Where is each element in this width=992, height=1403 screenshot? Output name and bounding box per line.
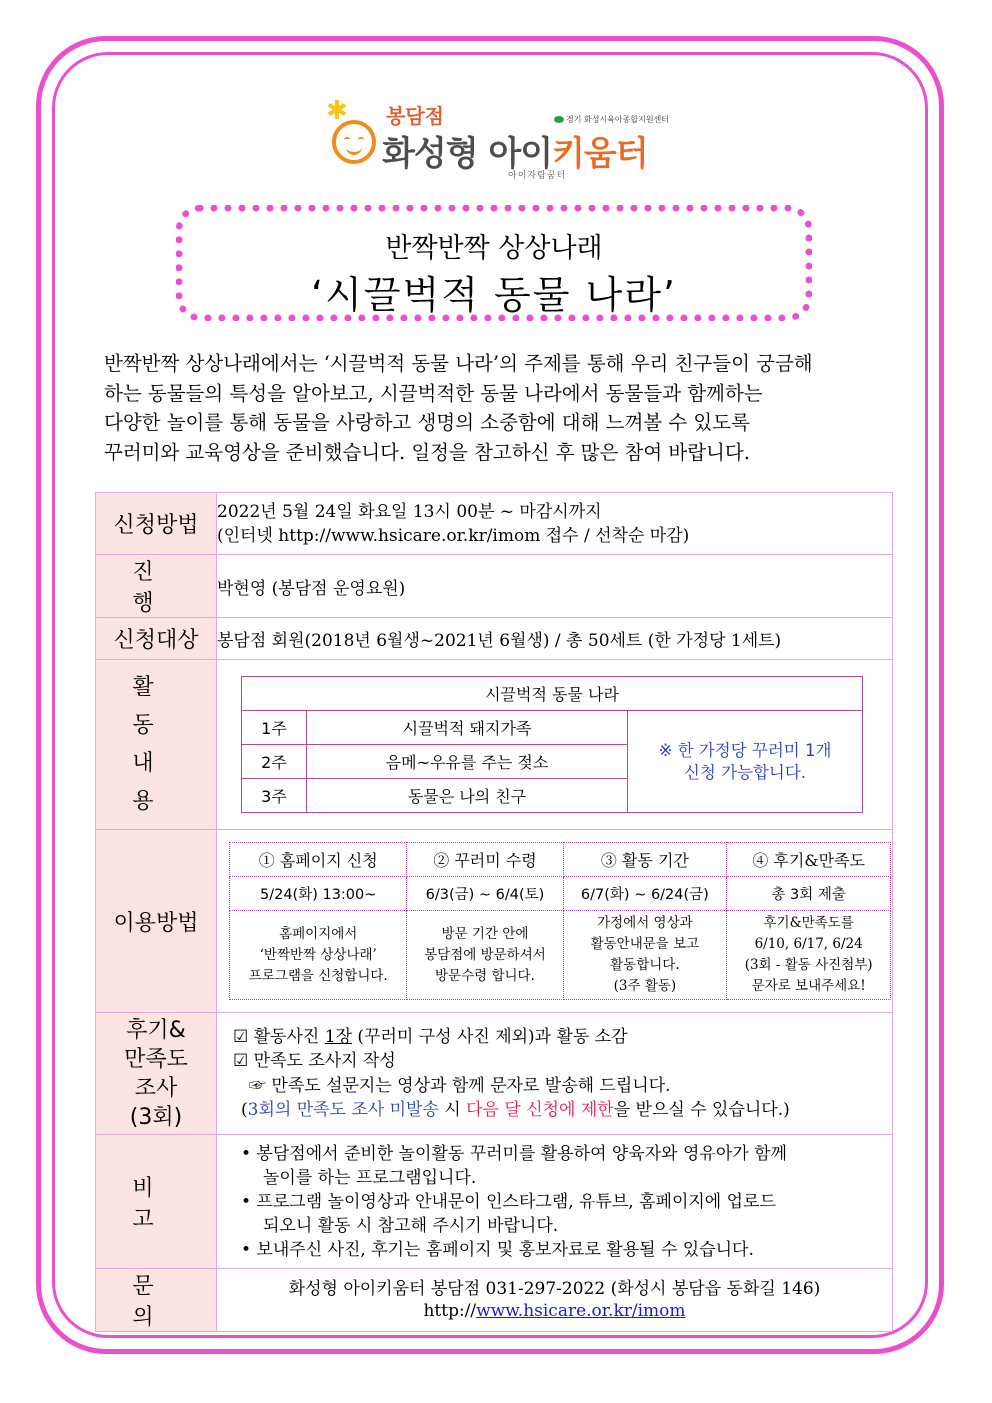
week-cell: 1주 <box>242 711 307 745</box>
smiley-face-icon <box>332 120 376 164</box>
table-row <box>242 711 863 745</box>
intro-paragraph: 반짝반짝 상상나래에서는 ‘시끌벅적 동물 나라’의 주제를 통해 우리 친구들이 궁금해 하는 동물들의 특성을 알아보고, 시끌벅적한 동물 나라에서 동물들과 함께하는 다양한 놀이를 통해 동물을 사랑하고 생명의 소중함에 대해 느껴볼 수 있도록 꾸러미와 교육영상을 준비했습니다. 일정을 참고하신 후 많은 참여 바랍니다. <box>104 352 813 464</box>
remark-item: • 프로그램 놀이영상과 안내문이 인스타그램, 유튜브, 홈페이지에 업로드 되오니 활동 시 참고해 주시기 바랍니다. <box>241 1191 776 1236</box>
row-progress <box>96 555 893 618</box>
review-item-survey: ☑ 만족도 조사지 작성 <box>233 1051 396 1071</box>
apply-method: (인터넷 http://www.hsicare.or.kr/imom 접수 / 선착순 마감) <box>217 525 690 546</box>
activity-table-title: 시끌벅적 동물 나라 <box>242 677 863 711</box>
contact-label: 문 의 <box>96 1269 217 1332</box>
row-review <box>96 1013 893 1135</box>
title-box <box>176 205 812 321</box>
homepage-link[interactable]: www.hsicare.or.kr/imom <box>476 1301 686 1321</box>
week-cell: 3주 <box>242 779 307 813</box>
activity-label-1: 활 동 <box>132 674 180 738</box>
week-cell: 2주 <box>242 745 307 779</box>
target-label: 신청대상 <box>96 618 217 660</box>
step-date: 6/3(금) ~ 6/4(토) <box>407 877 563 911</box>
method-table <box>229 842 891 1000</box>
logo <box>326 98 676 188</box>
logo-title: 화성형 아이키움터 <box>382 134 648 174</box>
pointing-hand-icon: ☞ <box>249 1075 266 1096</box>
topic-cell: 시끌벅적 돼지가족 <box>307 711 628 745</box>
row-activity <box>96 660 893 830</box>
row-method <box>96 830 893 1013</box>
center-logo-icon <box>554 116 564 123</box>
step-head: ④ 후기&만족도 <box>727 843 891 877</box>
info-table <box>95 492 893 1332</box>
logo-subtitle: 아이자람꿈터 <box>508 171 567 181</box>
review-note: ☞ 만족도 설문지는 영상과 함께 문자로 발송해 드립니다. <box>249 1075 671 1096</box>
target-value: 봉담점 회원(2018년 6월생~2021년 6월생) / 총 50세트 (한 가정당 1세트) <box>217 618 893 660</box>
step-head: ③ 활동 기간 <box>563 843 727 877</box>
review-item-photo: ☑ 활동사진 1장 (꾸러미 구성 사진 제외)과 활동 소감 <box>233 1026 628 1047</box>
row-target <box>96 618 893 660</box>
row-contact <box>96 1269 893 1332</box>
step-desc: 홈페이지에서 ‘반짝반짝 상상나래’ 프로그램을 신청합니다. <box>230 911 407 1000</box>
topic-cell: 동물은 나의 친구 <box>307 779 628 813</box>
activity-label-2: 내 용 <box>132 750 180 814</box>
remark-item: • 보내주신 사진, 후기는 홈페이지 및 홍보자료로 활용될 수 있습니다. <box>241 1239 754 1260</box>
progress-value: 박현영 (봉담점 운영요원) <box>217 555 893 618</box>
topic-cell: 음메~우유를 주는 젖소 <box>307 745 628 779</box>
review-label: 후기& 만족도 조사 (3회) <box>96 1013 217 1135</box>
star-icon: ✱ <box>326 96 348 126</box>
program-subtitle: 반짝반짝 상상나래 <box>385 233 603 264</box>
row-apply <box>96 493 893 555</box>
activity-table <box>241 676 863 813</box>
step-date: 5/24(화) 13:00~ <box>230 877 407 911</box>
checkbox-icon: ☑ <box>233 1026 249 1047</box>
apply-label: 신청방법 <box>96 493 217 555</box>
step-desc: 후기&만족도를 6/10, 6/17, 6/24 (3회 - 활동 사진첨부) 문자로 보내주세요! <box>727 911 891 1000</box>
activity-note: ※ 한 가정당 꾸러미 1개 신청 가능합니다. <box>628 711 863 813</box>
remarks-label: 비 고 <box>96 1135 217 1269</box>
program-title: ‘시끌벅적 동물 나라’ <box>311 273 677 317</box>
remark-item: • 봉담점에서 준비한 놀이활동 꾸러미를 활용하여 양육자와 영유아가 함께 놀이를 하는 프로그램입니다. <box>241 1143 787 1188</box>
contact-url: http://www.hsicare.or.kr/imom <box>423 1301 686 1321</box>
logo-center-name: 경기 화성시육아종합지원센터 <box>554 114 669 125</box>
step-head: ① 홈페이지 신청 <box>230 843 407 877</box>
step-date: 총 3회 제출 <box>727 877 891 911</box>
logo-branch: 봉담점 <box>386 104 444 128</box>
contact-info: 화성형 아이키움터 봉담점 031-297-2022 (화성시 봉담읍 동화길 146) <box>288 1279 821 1299</box>
checkbox-icon: ☑ <box>233 1051 249 1071</box>
step-date: 6/7(화) ~ 6/24(금) <box>563 877 727 911</box>
step-head: ② 꾸러미 수령 <box>407 843 563 877</box>
row-remarks <box>96 1135 893 1269</box>
step-desc: 방문 기간 안에 봉담점에 방문하셔서 방문수령 합니다. <box>407 911 563 1000</box>
method-label: 이용방법 <box>96 830 217 1013</box>
step-desc: 가정에서 영상과 활동안내문을 보고 활동합니다. (3주 활동) <box>563 911 727 1000</box>
progress-label: 진 행 <box>96 555 217 618</box>
apply-period: 2022년 5월 24일 화요일 13시 00분 ~ 마감시까지 <box>217 501 602 522</box>
review-warning: (3회의 만족도 조사 미발송 시 다음 달 신청에 제한을 받으실 수 있습니다.) <box>241 1100 790 1120</box>
